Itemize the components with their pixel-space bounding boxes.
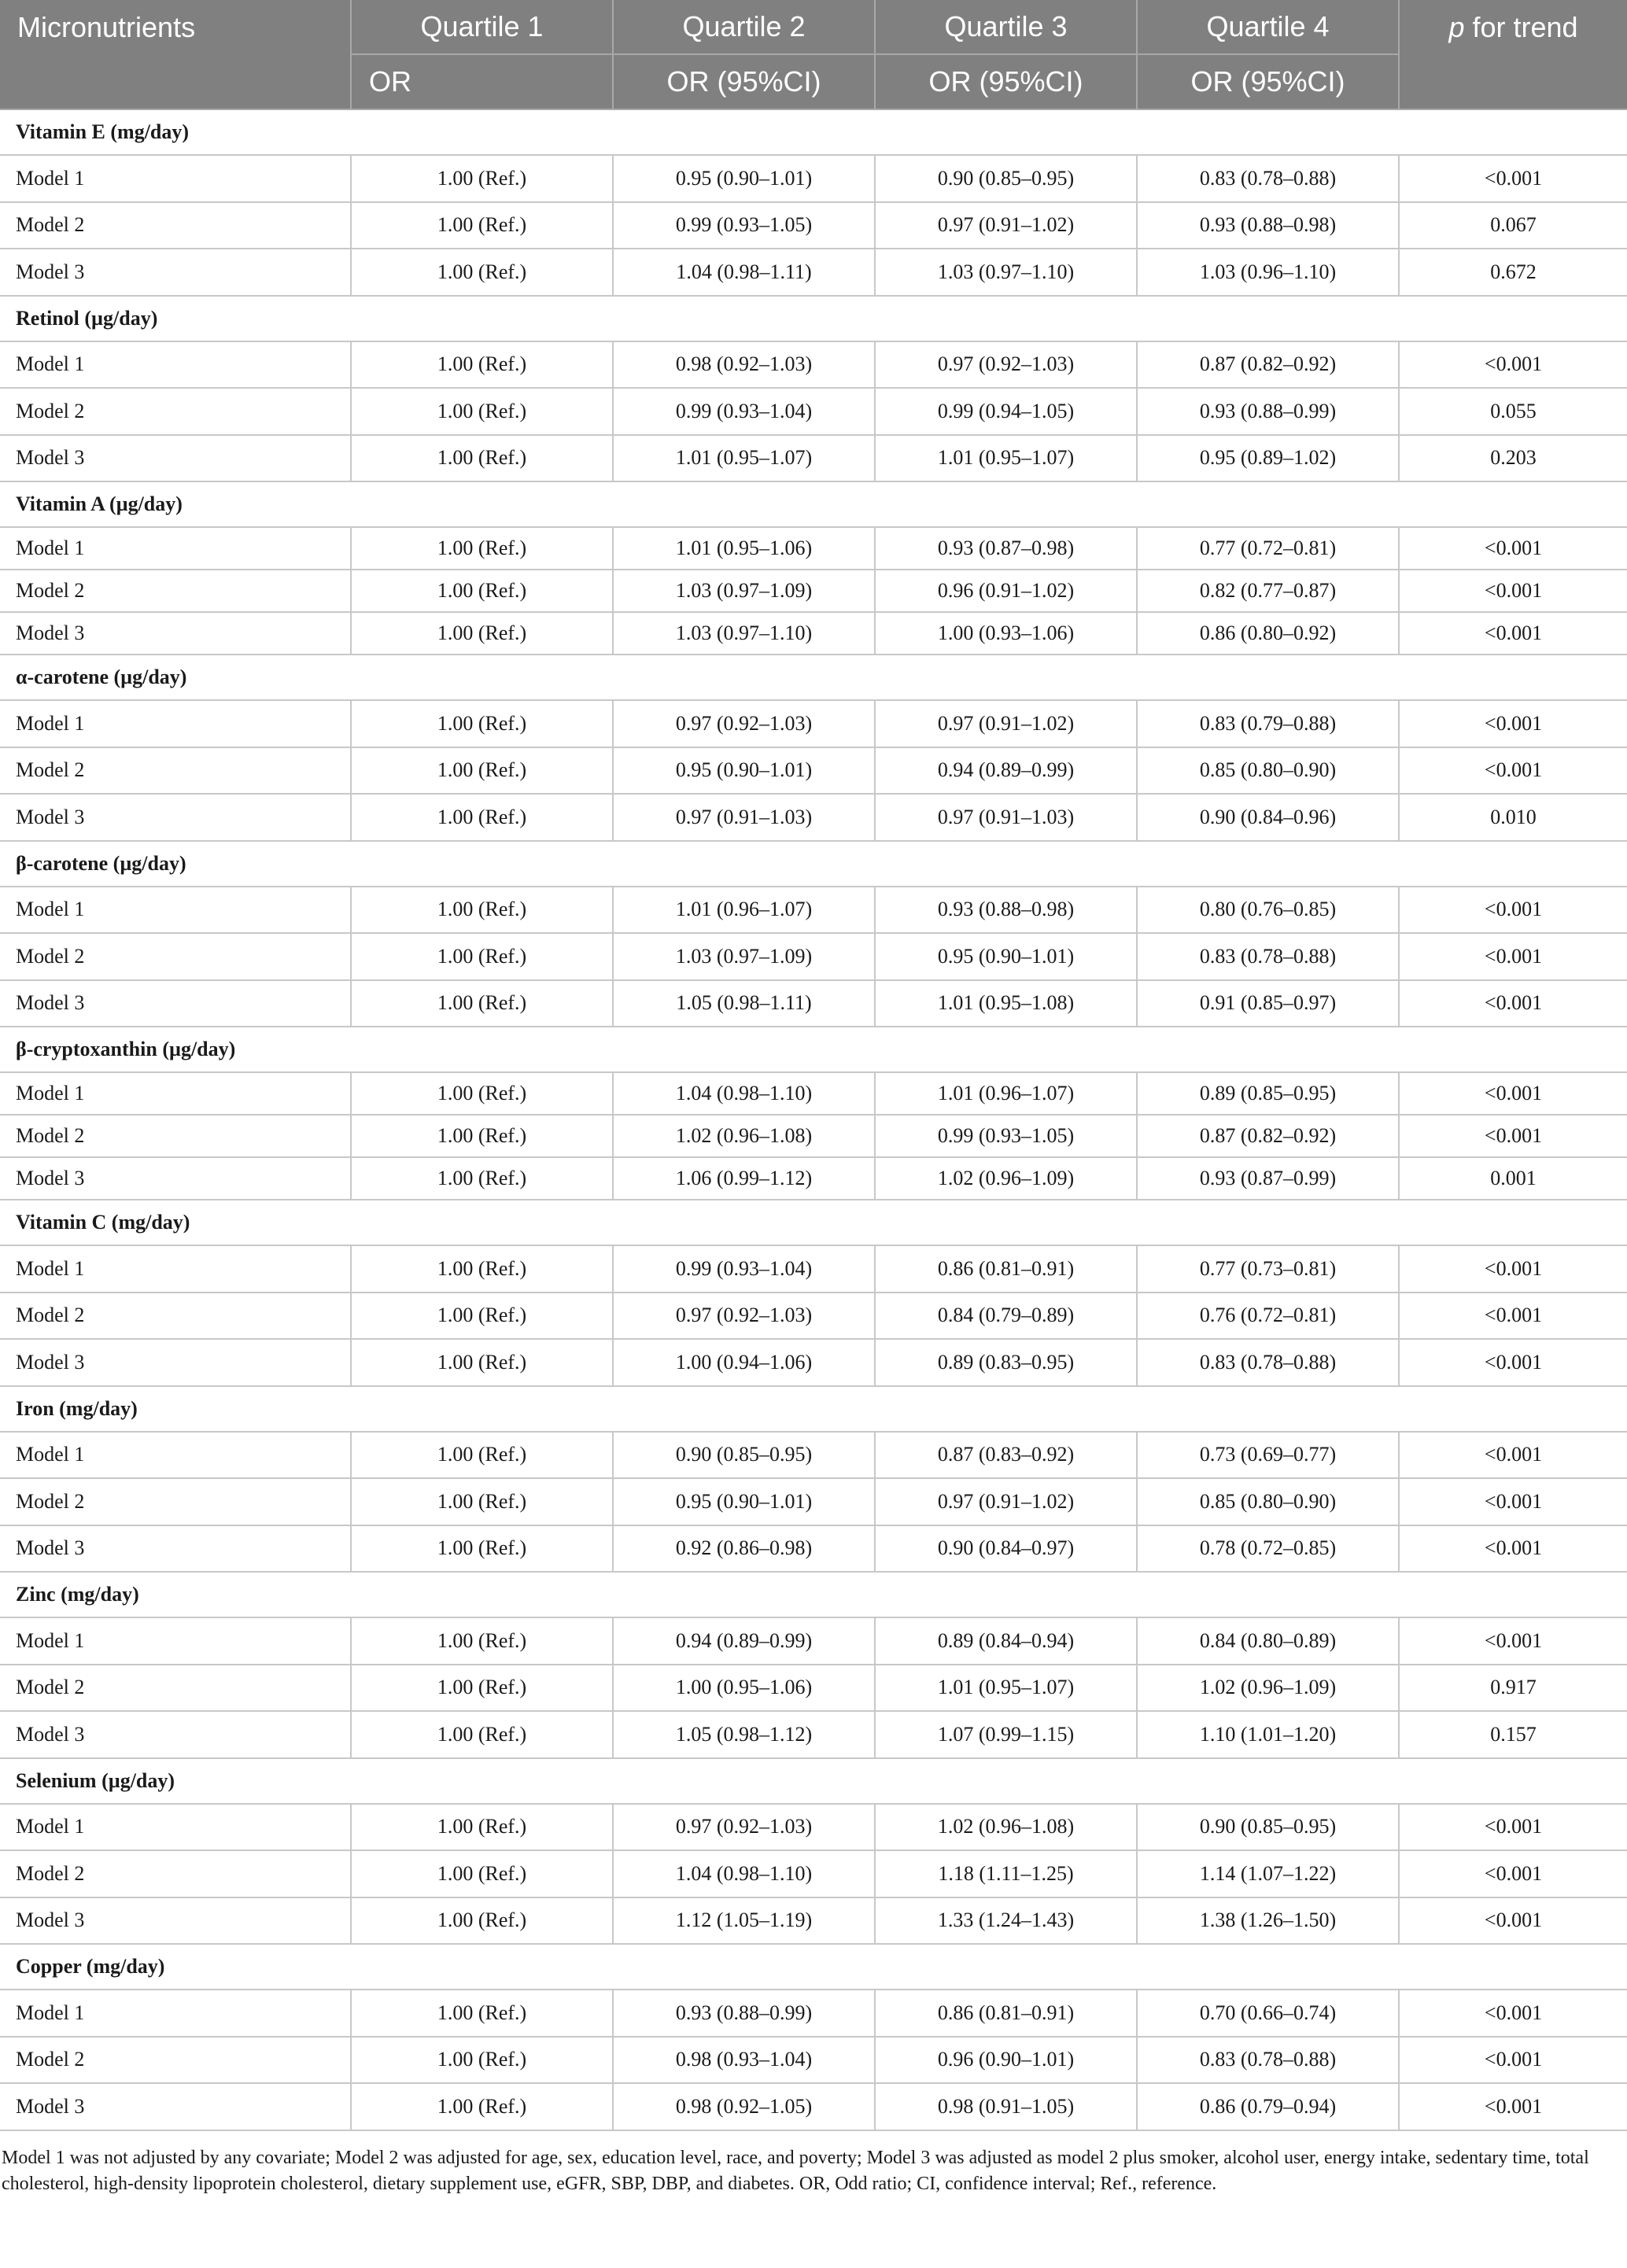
p-trend-cell: <0.001: [1399, 1990, 1627, 2037]
model-cell: Model 1: [0, 887, 351, 934]
quartile-4-cell: 0.85 (0.80–0.90): [1137, 747, 1399, 795]
table-row: [0, 1804, 1627, 1851]
quartile-3-cell: 0.95 (0.90–1.01): [875, 933, 1137, 980]
group-label: β-carotene (µg/day): [0, 841, 1627, 887]
table-row: [0, 527, 1627, 570]
quartile-1-cell: 1.00 (Ref.): [351, 1990, 613, 2037]
group-label: Vitamin A (µg/day): [0, 481, 1627, 527]
model-cell: Model 1: [0, 1804, 351, 1851]
quartile-1-cell: 1.00 (Ref.): [351, 341, 613, 389]
quartile-1-cell: 1.00 (Ref.): [351, 249, 613, 296]
table-row: [0, 933, 1627, 980]
group-row: [0, 655, 1627, 700]
quartile-3-cell: 0.96 (0.91–1.02): [875, 570, 1137, 612]
table-row: [0, 1525, 1627, 1573]
quartile-4-cell: 0.83 (0.78–0.88): [1137, 1339, 1399, 1386]
table-row: [0, 1245, 1627, 1293]
quartile-1-cell: 1.00 (Ref.): [351, 1897, 613, 1945]
quartile-3-cell: 1.02 (0.96–1.08): [875, 1804, 1137, 1851]
quartile-4-cell: 0.77 (0.73–0.81): [1137, 1245, 1399, 1293]
quartile-4-cell: 0.80 (0.76–0.85): [1137, 887, 1399, 934]
model-cell: Model 2: [0, 570, 351, 612]
quartile-1-cell: 1.00 (Ref.): [351, 1617, 613, 1665]
table-row: [0, 155, 1627, 202]
table-row: [0, 1850, 1627, 1897]
table-header: [0, 0, 1627, 109]
model-cell: Model 2: [0, 202, 351, 249]
group-label: Iron (mg/day): [0, 1386, 1627, 1432]
quartile-3-cell: 1.01 (0.95–1.08): [875, 980, 1137, 1027]
quartile-1-cell: 1.00 (Ref.): [351, 1711, 613, 1758]
table-row: [0, 2037, 1627, 2084]
p-trend-cell: <0.001: [1399, 1245, 1627, 1293]
model-cell: Model 1: [0, 1990, 351, 2037]
group-row: [0, 1944, 1627, 1990]
quartile-2-cell: 1.00 (0.94–1.06): [613, 1339, 875, 1386]
table-row: [0, 388, 1627, 435]
table-row: [0, 1897, 1627, 1945]
quartile-1-cell: 1.00 (Ref.): [351, 747, 613, 795]
quartile-1-cell: 1.00 (Ref.): [351, 1478, 613, 1525]
table-row: [0, 1478, 1627, 1525]
group-label: α-carotene (µg/day): [0, 655, 1627, 700]
quartile-3-cell: 0.96 (0.90–1.01): [875, 2037, 1137, 2084]
group-label: Vitamin C (mg/day): [0, 1200, 1627, 1245]
quartile-4-cell: 0.83 (0.79–0.88): [1137, 700, 1399, 747]
model-cell: Model 2: [0, 388, 351, 435]
quartile-3-cell: 0.93 (0.87–0.98): [875, 527, 1137, 570]
p-trend-cell: <0.001: [1399, 1072, 1627, 1115]
quartile-3-cell: 0.89 (0.84–0.94): [875, 1617, 1137, 1665]
quartile-2-cell: 1.00 (0.95–1.06): [613, 1665, 875, 1712]
p-trend-cell: <0.001: [1399, 1478, 1627, 1525]
quartile-1-cell: 1.00 (Ref.): [351, 1804, 613, 1851]
quartile-4-cell: 0.95 (0.89–1.02): [1137, 435, 1399, 482]
p-trend-cell: <0.001: [1399, 1525, 1627, 1573]
quartile-3-cell: 0.97 (0.91–1.02): [875, 1478, 1137, 1525]
quartile-4-cell: 0.77 (0.72–0.81): [1137, 527, 1399, 570]
table-row: [0, 887, 1627, 934]
header-quartile-2: Quartile 2: [613, 0, 875, 54]
quartile-2-cell: 0.98 (0.92–1.05): [613, 2083, 875, 2130]
model-cell: Model 2: [0, 933, 351, 980]
quartile-2-cell: 0.97 (0.92–1.03): [613, 700, 875, 747]
quartile-2-cell: 1.05 (0.98–1.11): [613, 980, 875, 1027]
p-trend-cell: <0.001: [1399, 2037, 1627, 2084]
quartile-2-cell: 0.92 (0.86–0.98): [613, 1525, 875, 1573]
quartile-3-cell: 0.90 (0.85–0.95): [875, 155, 1137, 202]
group-row: [0, 1200, 1627, 1245]
p-trend-cell: <0.001: [1399, 527, 1627, 570]
quartile-4-cell: 1.10 (1.01–1.20): [1137, 1711, 1399, 1758]
table-row: [0, 249, 1627, 296]
quartile-1-cell: 1.00 (Ref.): [351, 933, 613, 980]
quartile-4-cell: 0.87 (0.82–0.92): [1137, 1115, 1399, 1157]
p-trend-cell: <0.001: [1399, 1804, 1627, 1851]
p-trend-cell: <0.001: [1399, 700, 1627, 747]
quartile-4-cell: 0.90 (0.85–0.95): [1137, 1804, 1399, 1851]
p-trend-cell: 0.001: [1399, 1157, 1627, 1200]
quartile-3-cell: 0.93 (0.88–0.98): [875, 887, 1137, 934]
quartile-1-cell: 1.00 (Ref.): [351, 980, 613, 1027]
model-cell: Model 3: [0, 249, 351, 296]
quartile-4-cell: 0.86 (0.79–0.94): [1137, 2083, 1399, 2130]
model-cell: Model 3: [0, 1897, 351, 1945]
quartile-2-cell: 0.99 (0.93–1.04): [613, 1245, 875, 1293]
table-row: [0, 612, 1627, 655]
table-row: [0, 1339, 1627, 1386]
model-cell: Model 3: [0, 1711, 351, 1758]
quartile-1-cell: 1.00 (Ref.): [351, 1665, 613, 1712]
table-row: [0, 1990, 1627, 2037]
table-row: [0, 1617, 1627, 1665]
group-row: [0, 109, 1627, 155]
quartile-2-cell: 0.94 (0.89–0.99): [613, 1617, 875, 1665]
quartile-3-cell: 0.99 (0.93–1.05): [875, 1115, 1137, 1157]
table-row: [0, 435, 1627, 482]
quartile-1-cell: 1.00 (Ref.): [351, 887, 613, 934]
quartile-2-cell: 1.01 (0.95–1.07): [613, 435, 875, 482]
model-cell: Model 2: [0, 1115, 351, 1157]
quartile-2-cell: 0.97 (0.91–1.03): [613, 794, 875, 841]
quartile-3-cell: 1.18 (1.11–1.25): [875, 1850, 1137, 1897]
table-row: [0, 700, 1627, 747]
quartile-4-cell: 0.93 (0.88–0.98): [1137, 202, 1399, 249]
table-row: [0, 1432, 1627, 1479]
model-cell: Model 3: [0, 435, 351, 482]
table-row: [0, 794, 1627, 841]
quartile-4-cell: 0.70 (0.66–0.74): [1137, 1990, 1399, 2037]
subheader-q1: OR: [351, 54, 613, 109]
table-row: [0, 980, 1627, 1027]
model-cell: Model 1: [0, 1432, 351, 1479]
quartile-2-cell: 0.93 (0.88–0.99): [613, 1990, 875, 2037]
model-cell: Model 3: [0, 980, 351, 1027]
quartile-4-cell: 1.38 (1.26–1.50): [1137, 1897, 1399, 1945]
quartile-4-cell: 0.83 (0.78–0.88): [1137, 155, 1399, 202]
quartile-1-cell: 1.00 (Ref.): [351, 570, 613, 612]
quartile-3-cell: 0.86 (0.81–0.91): [875, 1245, 1137, 1293]
quartile-4-cell: 0.76 (0.72–0.81): [1137, 1293, 1399, 1340]
quartile-1-cell: 1.00 (Ref.): [351, 388, 613, 435]
quartile-3-cell: 0.97 (0.91–1.03): [875, 794, 1137, 841]
quartile-2-cell: 1.12 (1.05–1.19): [613, 1897, 875, 1945]
quartile-1-cell: 1.00 (Ref.): [351, 2083, 613, 2130]
quartile-2-cell: 0.97 (0.92–1.03): [613, 1293, 875, 1340]
quartile-1-cell: 1.00 (Ref.): [351, 155, 613, 202]
table-row: [0, 341, 1627, 389]
quartile-3-cell: 1.00 (0.93–1.06): [875, 612, 1137, 655]
model-cell: Model 2: [0, 1665, 351, 1712]
p-trend-cell: <0.001: [1399, 887, 1627, 934]
header-p-suffix: for trend: [1464, 11, 1578, 43]
quartile-2-cell: 0.95 (0.90–1.01): [613, 1478, 875, 1525]
p-trend-cell: 0.917: [1399, 1665, 1627, 1712]
group-row: [0, 1027, 1627, 1072]
p-trend-cell: 0.672: [1399, 249, 1627, 296]
quartile-1-cell: 1.00 (Ref.): [351, 794, 613, 841]
header-quartile-1: Quartile 1: [351, 0, 613, 54]
quartile-2-cell: 1.01 (0.95–1.06): [613, 527, 875, 570]
p-trend-cell: <0.001: [1399, 612, 1627, 655]
quartile-2-cell: 0.98 (0.92–1.03): [613, 341, 875, 389]
quartile-2-cell: 0.95 (0.90–1.01): [613, 747, 875, 795]
quartile-4-cell: 0.89 (0.85–0.95): [1137, 1072, 1399, 1115]
subheader-q2: OR (95%CI): [613, 54, 875, 109]
quartile-4-cell: 0.90 (0.84–0.96): [1137, 794, 1399, 841]
quartile-2-cell: 0.99 (0.93–1.05): [613, 202, 875, 249]
quartile-3-cell: 1.03 (0.97–1.10): [875, 249, 1137, 296]
quartile-3-cell: 1.07 (0.99–1.15): [875, 1711, 1137, 1758]
model-cell: Model 1: [0, 1072, 351, 1115]
model-cell: Model 2: [0, 1293, 351, 1340]
quartile-2-cell: 0.98 (0.93–1.04): [613, 2037, 875, 2084]
table-row: [0, 2083, 1627, 2130]
group-label: Copper (mg/day): [0, 1944, 1627, 1990]
p-trend-cell: <0.001: [1399, 1617, 1627, 1665]
quartile-3-cell: 0.90 (0.84–0.97): [875, 1525, 1137, 1573]
p-trend-cell: <0.001: [1399, 155, 1627, 202]
model-cell: Model 1: [0, 341, 351, 389]
quartile-1-cell: 1.00 (Ref.): [351, 612, 613, 655]
model-cell: Model 1: [0, 700, 351, 747]
p-trend-cell: <0.001: [1399, 341, 1627, 389]
quartile-2-cell: 1.02 (0.96–1.08): [613, 1115, 875, 1157]
quartile-2-cell: 0.90 (0.85–0.95): [613, 1432, 875, 1479]
quartile-3-cell: 0.97 (0.91–1.02): [875, 202, 1137, 249]
header-p-for-trend: [1399, 0, 1627, 109]
model-cell: Model 3: [0, 794, 351, 841]
quartile-4-cell: 0.87 (0.82–0.92): [1137, 341, 1399, 389]
header-p-letter: p: [1448, 11, 1465, 43]
model-cell: Model 3: [0, 2083, 351, 2130]
quartile-3-cell: 1.33 (1.24–1.43): [875, 1897, 1137, 1945]
quartile-3-cell: 1.01 (0.96–1.07): [875, 1072, 1137, 1115]
group-row: [0, 296, 1627, 341]
quartile-1-cell: 1.00 (Ref.): [351, 1245, 613, 1293]
quartile-4-cell: 1.03 (0.96–1.10): [1137, 249, 1399, 296]
quartile-1-cell: 1.00 (Ref.): [351, 700, 613, 747]
p-trend-cell: 0.067: [1399, 202, 1627, 249]
subheader-q4: OR (95%CI): [1137, 54, 1399, 109]
quartile-4-cell: 1.02 (0.96–1.09): [1137, 1665, 1399, 1712]
p-trend-cell: <0.001: [1399, 1115, 1627, 1157]
quartile-3-cell: 0.84 (0.79–0.89): [875, 1293, 1137, 1340]
model-cell: Model 3: [0, 1157, 351, 1200]
p-trend-cell: <0.001: [1399, 570, 1627, 612]
header-quartile-4: Quartile 4: [1137, 0, 1399, 54]
quartile-4-cell: 0.83 (0.78–0.88): [1137, 2037, 1399, 2084]
quartile-4-cell: 0.85 (0.80–0.90): [1137, 1478, 1399, 1525]
p-trend-cell: 0.157: [1399, 1711, 1627, 1758]
quartile-3-cell: 0.99 (0.94–1.05): [875, 388, 1137, 435]
model-cell: Model 3: [0, 1525, 351, 1573]
p-trend-cell: <0.001: [1399, 1850, 1627, 1897]
p-trend-cell: <0.001: [1399, 1293, 1627, 1340]
group-label: β-cryptoxanthin (µg/day): [0, 1027, 1627, 1072]
table-row: [0, 202, 1627, 249]
quartile-4-cell: 0.93 (0.87–0.99): [1137, 1157, 1399, 1200]
quartile-4-cell: 0.84 (0.80–0.89): [1137, 1617, 1399, 1665]
quartile-1-cell: 1.00 (Ref.): [351, 1115, 613, 1157]
model-cell: Model 1: [0, 1617, 351, 1665]
table-body: [0, 109, 1627, 2130]
quartile-2-cell: 1.01 (0.96–1.07): [613, 887, 875, 934]
quartile-4-cell: 0.91 (0.85–0.97): [1137, 980, 1399, 1027]
quartile-4-cell: 0.78 (0.72–0.85): [1137, 1525, 1399, 1573]
quartile-3-cell: 0.97 (0.91–1.02): [875, 700, 1137, 747]
p-trend-cell: 0.203: [1399, 435, 1627, 482]
p-trend-cell: <0.001: [1399, 980, 1627, 1027]
table-row: [0, 1293, 1627, 1340]
model-cell: Model 3: [0, 1339, 351, 1386]
table-row: [0, 1157, 1627, 1200]
group-label: Retinol (µg/day): [0, 296, 1627, 341]
p-trend-cell: <0.001: [1399, 1432, 1627, 1479]
table-row: [0, 570, 1627, 612]
p-trend-cell: <0.001: [1399, 1897, 1627, 1945]
quartile-1-cell: 1.00 (Ref.): [351, 1850, 613, 1897]
quartile-2-cell: 1.03 (0.97–1.10): [613, 612, 875, 655]
p-trend-cell: <0.001: [1399, 747, 1627, 795]
model-cell: Model 3: [0, 612, 351, 655]
quartile-2-cell: 1.04 (0.98–1.10): [613, 1072, 875, 1115]
quartile-4-cell: 0.93 (0.88–0.99): [1137, 388, 1399, 435]
model-cell: Model 2: [0, 1850, 351, 1897]
model-cell: Model 2: [0, 1478, 351, 1525]
quartile-1-cell: 1.00 (Ref.): [351, 1293, 613, 1340]
quartile-2-cell: 1.06 (0.99–1.12): [613, 1157, 875, 1200]
p-trend-cell: 0.055: [1399, 388, 1627, 435]
model-cell: Model 2: [0, 2037, 351, 2084]
quartile-2-cell: 1.04 (0.98–1.11): [613, 249, 875, 296]
model-cell: Model 1: [0, 527, 351, 570]
p-trend-cell: <0.001: [1399, 1339, 1627, 1386]
group-row: [0, 481, 1627, 527]
quartile-4-cell: 0.82 (0.77–0.87): [1137, 570, 1399, 612]
quartile-2-cell: 0.97 (0.92–1.03): [613, 1804, 875, 1851]
quartile-3-cell: 0.87 (0.83–0.92): [875, 1432, 1137, 1479]
quartile-3-cell: 0.86 (0.81–0.91): [875, 1990, 1137, 2037]
group-row: [0, 1572, 1627, 1617]
model-cell: Model 2: [0, 747, 351, 795]
p-trend-cell: <0.001: [1399, 2083, 1627, 2130]
table-row: [0, 1665, 1627, 1712]
quartile-1-cell: 1.00 (Ref.): [351, 1157, 613, 1200]
quartile-4-cell: 0.86 (0.80–0.92): [1137, 612, 1399, 655]
quartile-2-cell: 0.95 (0.90–1.01): [613, 155, 875, 202]
quartile-2-cell: 0.99 (0.93–1.04): [613, 388, 875, 435]
quartile-2-cell: 1.05 (0.98–1.12): [613, 1711, 875, 1758]
subheader-q3: OR (95%CI): [875, 54, 1137, 109]
p-trend-cell: 0.010: [1399, 794, 1627, 841]
quartile-1-cell: 1.00 (Ref.): [351, 2037, 613, 2084]
quartile-4-cell: 0.73 (0.69–0.77): [1137, 1432, 1399, 1479]
model-cell: Model 1: [0, 155, 351, 202]
quartile-4-cell: 0.83 (0.78–0.88): [1137, 933, 1399, 980]
quartile-3-cell: 1.01 (0.95–1.07): [875, 1665, 1137, 1712]
quartile-1-cell: 1.00 (Ref.): [351, 1525, 613, 1573]
p-trend-cell: <0.001: [1399, 933, 1627, 980]
quartile-1-cell: 1.00 (Ref.): [351, 202, 613, 249]
quartile-1-cell: 1.00 (Ref.): [351, 527, 613, 570]
header-micronutrients: Micronutrients: [0, 0, 351, 109]
quartile-1-cell: 1.00 (Ref.): [351, 435, 613, 482]
quartile-1-cell: 1.00 (Ref.): [351, 1432, 613, 1479]
quartile-3-cell: 0.97 (0.92–1.03): [875, 341, 1137, 389]
quartile-2-cell: 1.04 (0.98–1.10): [613, 1850, 875, 1897]
group-row: [0, 1758, 1627, 1804]
group-label: Selenium (µg/day): [0, 1758, 1627, 1804]
table-row: [0, 747, 1627, 795]
quartile-3-cell: 1.01 (0.95–1.07): [875, 435, 1137, 482]
quartile-3-cell: 0.98 (0.91–1.05): [875, 2083, 1137, 2130]
quartile-2-cell: 1.03 (0.97–1.09): [613, 570, 875, 612]
group-label: Zinc (mg/day): [0, 1572, 1627, 1617]
table-row: [0, 1072, 1627, 1115]
header-quartile-3: Quartile 3: [875, 0, 1137, 54]
quartile-3-cell: 1.02 (0.96–1.09): [875, 1157, 1137, 1200]
group-row: [0, 841, 1627, 887]
table-row: [0, 1711, 1627, 1758]
quartile-1-cell: 1.00 (Ref.): [351, 1339, 613, 1386]
quartile-3-cell: 0.89 (0.83–0.95): [875, 1339, 1137, 1386]
table-row: [0, 1115, 1627, 1157]
quartile-3-cell: 0.94 (0.89–0.99): [875, 747, 1137, 795]
group-row: [0, 1386, 1627, 1432]
model-cell: Model 1: [0, 1245, 351, 1293]
quartile-2-cell: 1.03 (0.97–1.09): [613, 933, 875, 980]
table-footnote: Model 1 was not adjusted by any covariate; Model 2 was adjusted for age, sex, education level, race, and poverty; Model 3 was adjusted as model 2 plus smoker, alcohol user, energy intake, sedentary time, total cholesterol, high-density lipoprotein cholesterol, dietary supplement use, eGFR, SBP, DBP, and diabetes. OR, Odd ratio; CI, confidence interval; Ref., reference.: [2, 2147, 1589, 2194]
group-label: Vitamin E (mg/day): [0, 109, 1627, 155]
quartile-4-cell: 1.14 (1.07–1.22): [1137, 1850, 1399, 1897]
quartile-1-cell: 1.00 (Ref.): [351, 1072, 613, 1115]
